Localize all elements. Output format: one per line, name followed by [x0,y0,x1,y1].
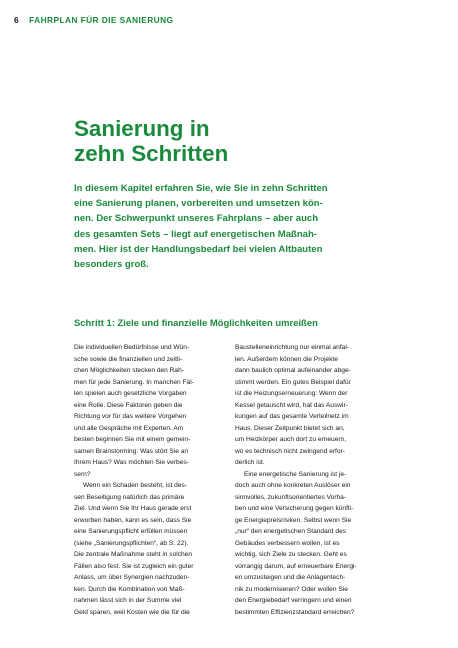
body-line: eine Rolle. Diese Faktoren geben die [74,401,183,409]
body-line: besten beginnen Sie mit einem gemein- [74,436,191,443]
body-line: Haus. Dieser Zeitpunkt bietet sich an, [235,424,345,432]
body-line: samen Brainstorming: Was stört Sie an [74,447,189,455]
body-line: stimmt werden. Ein gutes Beispiel dafür [235,378,351,386]
intro-line: des gesamten Sets – liegt auf energetischen Maßnah- [74,228,317,240]
running-header [14,15,173,25]
body-line: wichtig, sich Ziele zu stecken. Geht es [235,551,347,558]
body-column-left [74,342,226,618]
intro-line: eine Sanierung planen, vorbereiten und umsetzen kön- [74,198,323,210]
body-line: Eine energetische Sanierung ist je- [244,470,347,478]
body-line: eine Sanierungspflicht erfüllen müssen [74,528,188,535]
body-line: Richtung vor für das weitere Vorgehen [74,413,187,420]
body-line: ge Energiepreisrisiken. Selbst wenn Sie [235,516,352,524]
body-line: ben und eine Versicherung gegen künfti- [235,505,354,512]
body-line: „nur“ den energetischen Standard des [235,528,347,535]
body-line: Kessel getauscht wird, hat das Auswir- [235,401,348,409]
body-line: Wenn ein Schaden besteht, ist des- [83,482,187,489]
body-line: ken. Durch die Kombination von Maß- [74,585,185,593]
body-line: len spielen auch gesetzliche Vorgaben [74,390,187,397]
body-line: nik zu modernisieren? Oder wollen Sie [235,585,348,593]
chapter-title-line: Sanierung in [74,116,210,141]
body-line: sche sowie die finanziellen und zeitli- [74,355,183,363]
body-line: Fällen also fest. Sie ist zugleich ein guter [74,562,194,570]
body-line: Die zentrale Maßnahme steht in solchen [74,551,193,558]
body-line: en umzusteigen und die Anlagentech- [235,574,346,581]
body-line: derlich ist. [235,459,265,466]
body-line: (siehe „Sanierungspflichten“, ab S. 22). [74,539,189,547]
body-line: Baustelleneinrichtung nur einmal anfal- [235,344,349,351]
body-line: doch auch ohne konkreten Auslöser ein [235,482,351,489]
chapter-title [74,117,374,166]
body-line: ist die Heizungserneuerung: Wenn der [235,390,348,397]
intro-paragraph [74,181,380,272]
body-line: erworben haben, kann es sein, dass Sie [74,516,192,524]
body-line: den Energiebedarf verringern und einen [235,597,352,604]
body-line: chen Möglichkeiten stecken den Rah- [74,367,184,374]
intro-line: nen. Der Schwerpunkt unseres Fahrplans – aber auch [74,213,319,225]
body-line: len. Außerdem können die Projekte [235,355,338,363]
body-line: sen Beseitigung natürlich das primäre [74,493,185,501]
body-line: dann baulich optimal aufeinander abge- [235,367,351,374]
body-line: Gebäudes verbessern wollen, ist es [235,539,340,547]
body-line: nahmen lässt sich in der Summe viel [74,597,182,604]
body-line: Ziel. Und wenn Sie Ihr Haus gerade erst [74,505,192,512]
body-line: sinnvolles, zukunftsorientiertes Vorha- [235,493,347,501]
body-line: kungen auf das gesamte Verteilnetz im [235,413,349,420]
page-number: 6 [14,15,20,25]
body-line: men für jede Sanierung. In manchen Fäl- [74,378,194,386]
body-line: Ihrem Haus? Was möchten Sie verbes- [74,459,189,466]
body-line: vorrangig darum, auf erneuerbare Energi- [235,562,357,570]
body-line: wo es technisch nicht zwingend erfor- [235,447,345,455]
step-1-heading: Schritt 1: Ziele und finanzielle Möglichkeiten umreißen [74,318,318,329]
intro-line: In diesem Kapitel erfahren Sie, wie Sie in zehn Schritten [74,183,328,194]
body-line: sern? [74,470,91,478]
body-line: Die individuellen Bedürfnisse und Wün- [74,344,190,351]
body-line: Geld sparen, weil Kosten wie die für die [74,608,190,616]
running-title: FAHRPLAN FÜR DIE SANIERUNG [29,15,174,25]
body-line: um Heizkörper auch dort zu erneuern, [235,436,347,443]
body-line: bestimmten Effizienzstandard erreichen? [235,608,355,616]
intro-line: men. Hier ist der Handlungsbedarf bei vielen Altbauten [74,243,323,255]
body-line: Anlass, um über Synergien nachzuden- [74,574,190,581]
chapter-title-line: zehn Schritten [74,140,229,166]
intro-line: besonders groß. [74,259,149,271]
body-column-right [235,342,387,618]
body-line: und alle Gespräche mit Experten. Am [74,424,184,432]
